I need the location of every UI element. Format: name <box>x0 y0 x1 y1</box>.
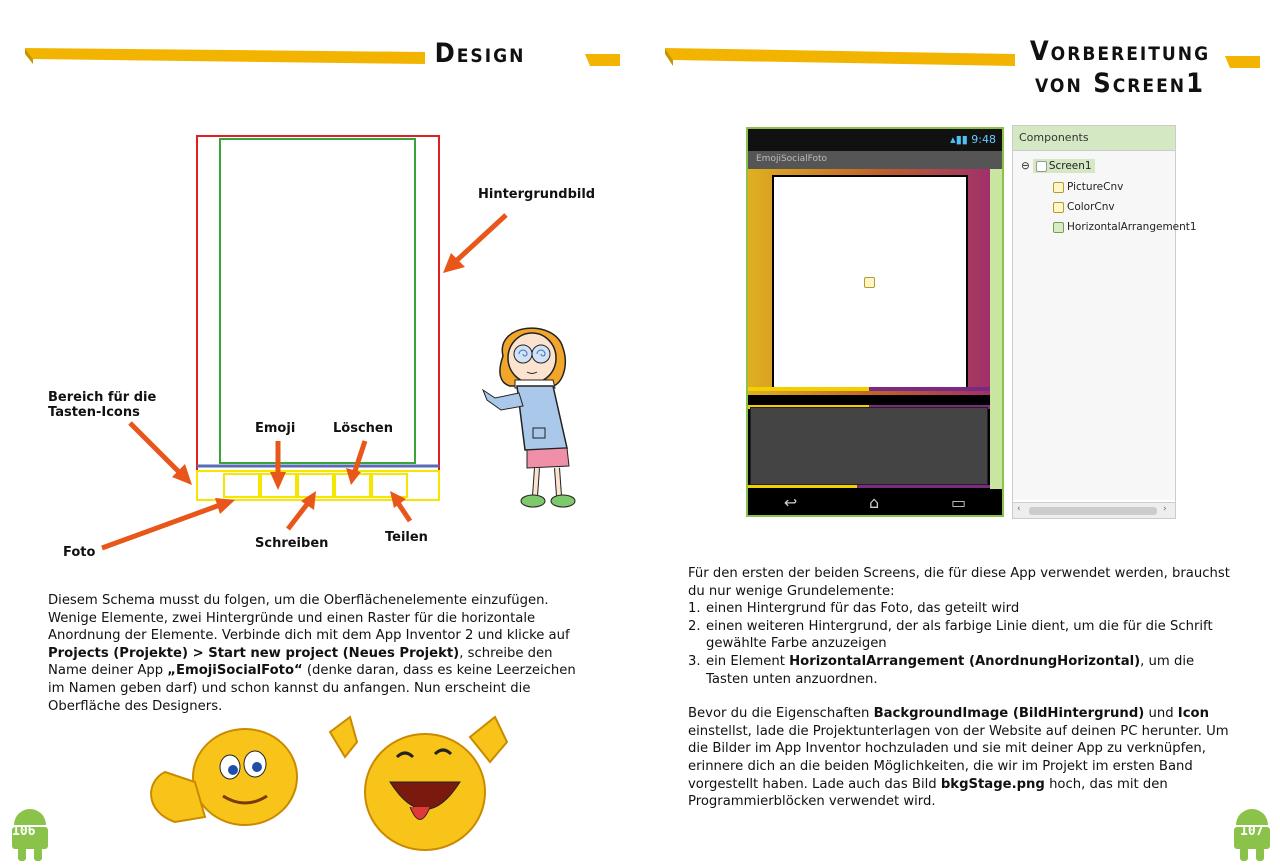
horizontal-scrollbar[interactable] <box>1013 502 1175 518</box>
page-title <box>1020 36 1220 100</box>
paragraph-text: Diesem Schema musst du folgen, um die Oberflächenelemente einzufügen. Wenige Elemente, zwei Hintergründe und einen Raster für die horizontale Anordnung der Elemente. Verbinde dich mit dem App Inventor 2 und klicke auf <box>48 593 570 644</box>
list-text: , um die Tasten unten anzuordnen. <box>706 653 1195 687</box>
tree-item-label: HorizontalArrangement1 <box>1067 221 1197 233</box>
components-tree <box>1013 150 1197 500</box>
label-emoji: Emoji <box>255 421 296 436</box>
left-paragraph <box>48 592 588 715</box>
right-text-block <box>688 565 1233 811</box>
color-line <box>748 387 990 391</box>
page-title-line: von Screen1 <box>1035 68 1205 99</box>
list-number: 1. <box>688 601 701 617</box>
tree-item-picturecnv[interactable] <box>1053 181 1123 193</box>
paragraph-bold: BackgroundImage (BildHintergrund) <box>873 706 1145 722</box>
label-teilen: Teilen <box>385 530 428 545</box>
components-header: Components <box>1013 126 1175 150</box>
tree-item-label: Screen1 <box>1048 160 1092 172</box>
status-time: 9:48 <box>971 133 996 146</box>
screen-icon <box>1036 161 1047 172</box>
home-icon[interactable]: ⌂ <box>869 492 880 512</box>
picture-canvas <box>772 175 968 389</box>
label-schreiben: Schreiben <box>255 536 329 551</box>
back-icon[interactable]: ↩ <box>783 492 798 512</box>
arrangement-icon <box>1053 222 1064 233</box>
components-panel <box>1012 125 1197 519</box>
list-item <box>688 600 1233 618</box>
paragraph-bold: Icon <box>1177 706 1209 722</box>
screen-edge <box>990 169 1002 489</box>
emoji-illustrations <box>135 712 515 857</box>
list-item <box>688 653 1233 688</box>
tree-item-horizontalarrangement1[interactable] <box>1053 221 1197 233</box>
tree-item-colorcnv[interactable] <box>1053 201 1115 213</box>
empty-area <box>750 407 988 485</box>
color-line <box>748 485 990 488</box>
phone-screenshot <box>746 127 1004 517</box>
paragraph-text: und <box>1144 706 1178 722</box>
list-bold: HorizontalArrangement (AnordnungHorizontal) <box>789 653 1141 669</box>
tree-item-label: ColorCnv <box>1067 201 1115 213</box>
canvas-icon <box>1053 182 1064 193</box>
page-title: Design <box>434 38 526 69</box>
page-title-line: Vorbereitung <box>1029 36 1211 67</box>
scroll-right-icon[interactable]: › <box>1163 504 1167 514</box>
list-item <box>688 618 1233 653</box>
tree-item-screen1[interactable] <box>1021 159 1095 173</box>
status-bar <box>748 129 1002 151</box>
paragraph-text: einstellst, lade die Projektunterlagen von der Website auf deinen PC herunter. Um die Bilder im App Inventor hochzuladen und sie mit deiner App zu verknüpfen, erinnere dich an die beiden Möglichkeiten, die wir im Projekt im ersten Band vorgestellt haben. Lade auch das Bild <box>688 723 1229 792</box>
cartoon-girl-illustration <box>475 318 595 513</box>
paragraph-bold: Projects (Projekte) > Start new project (Neues Projekt) <box>48 645 460 661</box>
page-number: 107 <box>1240 824 1264 839</box>
label-foto: Foto <box>63 545 96 560</box>
paragraph-bold: „EmojiSocialFoto“ <box>167 663 303 679</box>
list-text: einen Hintergrund für das Foto, das geteilt wird <box>706 601 1020 617</box>
element-list <box>688 600 1233 688</box>
app-title-bar: EmojiSocialFoto <box>748 151 1002 169</box>
label-hintergrundbild: Hintergrundbild <box>478 187 596 202</box>
tree-item-label: PictureCnv <box>1067 181 1124 193</box>
scroll-left-icon[interactable]: ‹ <box>1017 504 1021 514</box>
paragraph-text: hoch, das mit den Programmierblöcken verwendet wird. <box>688 776 1168 810</box>
label-bereich-tasten-icons: Bereich für die Tasten-Icons <box>48 390 157 420</box>
tree-item-screen1-label-wrap <box>1033 159 1095 173</box>
label-loeschen: Löschen <box>333 421 393 436</box>
collapse-icon[interactable]: ⊖ <box>1021 160 1030 172</box>
scrollbar-thumb[interactable] <box>1029 507 1157 515</box>
signal-icon: ▴▮▮ <box>950 133 972 146</box>
page-number: 106 <box>12 824 36 839</box>
list-text: ein Element <box>706 653 790 669</box>
paragraph-text: (denke daran, dass es keine Leerzeichen im Namen geben darf) und schon kannst du anfangen. Nun erscheint die Oberfläche des Designers. <box>48 663 576 714</box>
paragraph-text: , schreibe den Name deiner App <box>48 645 553 679</box>
recent-apps-icon[interactable]: ▭ <box>950 492 967 512</box>
horizontal-arrangement <box>748 395 990 405</box>
intro-paragraph: Für den ersten der beiden Screens, die für diese App verwendet werden, brauchst du nur wenige Grundelemente: <box>688 566 1230 599</box>
second-paragraph <box>688 705 1233 811</box>
image-placeholder-icon <box>864 277 875 288</box>
list-number: 3. <box>688 653 701 669</box>
paragraph-text: Bevor du die Eigenschaften <box>688 706 874 722</box>
navigation-bar <box>748 489 1002 515</box>
list-number: 2. <box>688 618 701 634</box>
paragraph-bold: bkgStage.png <box>940 776 1045 792</box>
list-text: einen weiteren Hintergrund, der als farbige Linie dient, um die für die Schrift gewählte Farbe anzuzeigen <box>706 618 1213 652</box>
canvas-icon <box>1053 202 1064 213</box>
